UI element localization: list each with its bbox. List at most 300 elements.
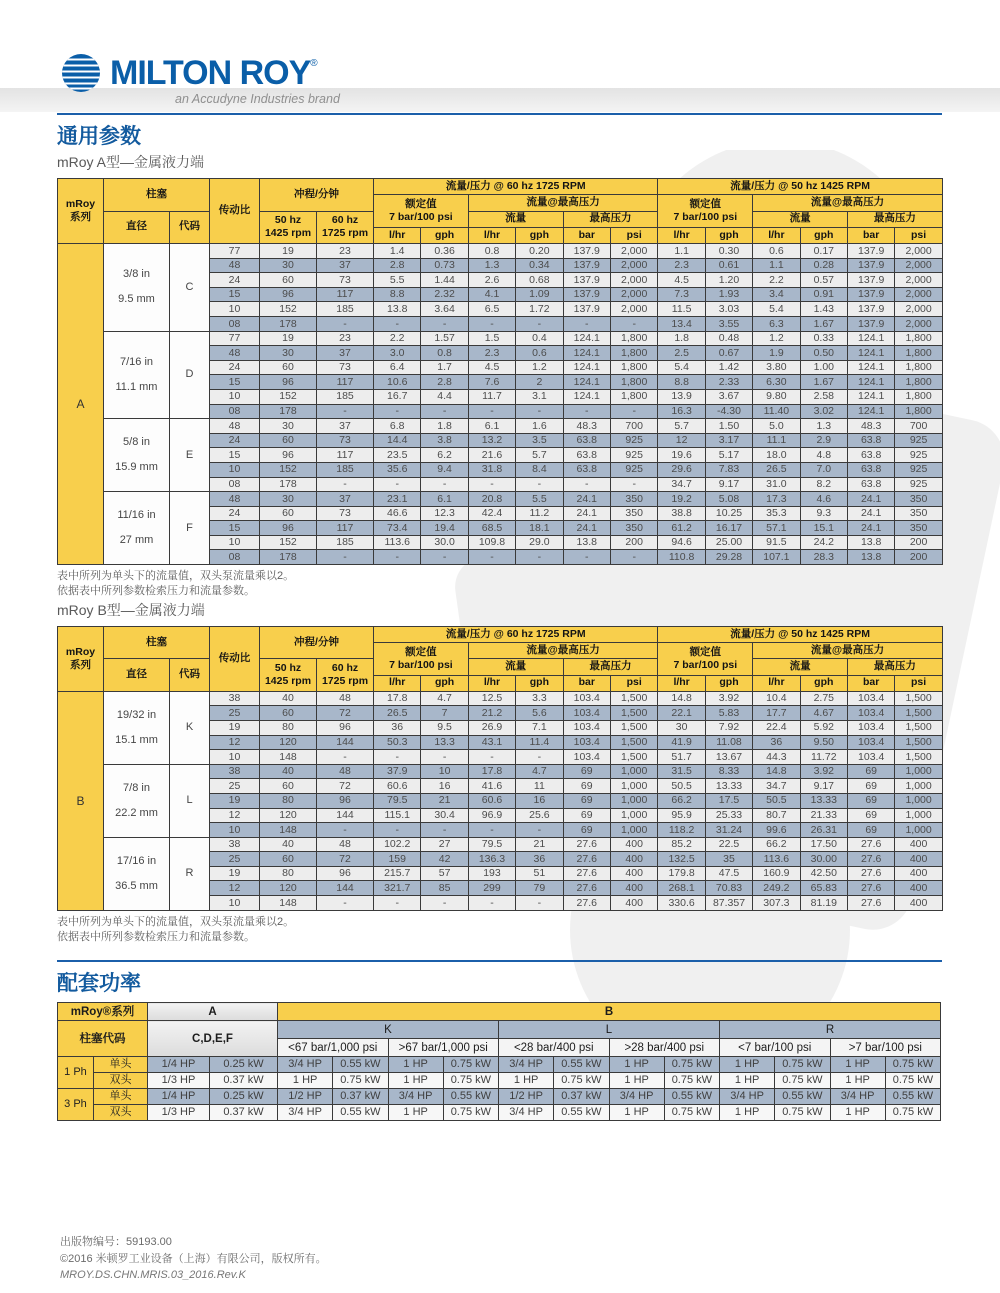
table-cell: 115.1	[374, 808, 421, 823]
plunger-code-cell: R	[170, 837, 210, 910]
table-cell: 1,000	[895, 764, 942, 779]
flow-at-max-header: 流量@最高压力	[753, 643, 943, 659]
table-cell: 11.40	[753, 404, 800, 419]
table-cell: 79.5	[374, 793, 421, 808]
table-cell: 0.75 kW	[885, 1073, 940, 1089]
table-cell: 113.6	[374, 535, 421, 550]
table-cell: 110.8	[658, 550, 705, 565]
table-cell: 69	[563, 779, 610, 794]
table-cell: 299	[468, 881, 515, 896]
flow-table-head	[58, 179, 943, 244]
table-cell: 1,000	[895, 823, 942, 838]
head-type-cell: 双头	[94, 1073, 148, 1089]
table-cell: 0.75 kW	[775, 1057, 830, 1073]
table-cell: 27.6	[563, 896, 610, 911]
table-cell: 1.9	[753, 346, 800, 361]
table-cell: 148	[260, 896, 317, 911]
table-cell: 96	[317, 866, 374, 881]
table-cell: 35.6	[374, 462, 421, 477]
table-cell: 1,800	[895, 375, 942, 390]
condition: <67 bar/1,000 psi	[278, 1039, 389, 1057]
table-cell: 3/4 HP	[278, 1105, 333, 1121]
diameter-in: 11/16 in	[117, 509, 156, 522]
table-cell: 103.4	[847, 720, 894, 735]
table-cell: 69	[563, 823, 610, 838]
flow50-header: 流量/压力 @ 50 hz 1425 RPM	[658, 626, 942, 642]
table-cell: 0.55 kW	[443, 1089, 498, 1105]
table-cell: 0.55 kW	[664, 1089, 719, 1105]
table-cell: 63.8	[563, 433, 610, 448]
flow60-header: 流量/压力 @ 60 hz 1725 RPM	[374, 179, 658, 195]
table-cell: 0.50	[800, 346, 847, 361]
table-cell: 24.1	[563, 521, 610, 536]
table-cell: 193	[468, 866, 515, 881]
table-cell: 25	[210, 779, 260, 794]
table-cell: 36	[374, 720, 421, 735]
diameter-mm: 11.1 mm	[115, 380, 158, 393]
table-cell: 60	[260, 360, 317, 375]
table-cell: 13.9	[658, 389, 705, 404]
flow-at-max-header: 流量@最高压力	[753, 195, 943, 211]
unit-header: gph	[421, 675, 468, 691]
table-cell: 1.43	[800, 302, 847, 317]
table-cell: 12	[658, 433, 705, 448]
rated-line: 额定值	[689, 197, 722, 210]
table-cell: 3/4 HP	[830, 1089, 885, 1105]
table-cell: 3/4 HP	[720, 1089, 775, 1105]
table-cell: -	[421, 896, 468, 911]
table-cell: 5.6	[516, 706, 563, 721]
table-cell: 2.8	[374, 258, 421, 273]
table-cell: 19	[210, 720, 260, 735]
table-cell: -	[374, 750, 421, 765]
hz-line: 1425 rpm	[264, 227, 312, 240]
table-cell: 1.8	[658, 331, 705, 346]
table-cell: 120	[260, 808, 317, 823]
table-cell: 2.8	[421, 375, 468, 390]
diameter-mm: 22.2 mm	[115, 806, 158, 819]
table-cell: 6.3	[753, 316, 800, 331]
table-cell: 124.1	[847, 331, 894, 346]
table-cell: 30.0	[421, 535, 468, 550]
table-cell: 0.4	[516, 331, 563, 346]
table-cell: 1.67	[800, 316, 847, 331]
table-cell: 6.30	[753, 375, 800, 390]
table-cell: 51	[516, 866, 563, 881]
table-cell: 5.7	[658, 419, 705, 434]
table-cell: 36	[516, 852, 563, 867]
table-cell: 3.8	[421, 433, 468, 448]
table-cell: 27.6	[847, 896, 894, 911]
table-cell: 31.8	[468, 462, 515, 477]
table-cell: 25	[210, 852, 260, 867]
table-cell: 60.6	[468, 793, 515, 808]
table-cell: 1 HP	[499, 1073, 554, 1089]
unit-header: l/hr	[374, 227, 421, 243]
rated-header	[658, 643, 753, 676]
table-cell: 22.4	[753, 720, 800, 735]
table-cell: 0.30	[705, 244, 752, 259]
table-cell: 137.9	[847, 287, 894, 302]
table-cell: 5.5	[516, 492, 563, 507]
table-cell: 26.9	[468, 720, 515, 735]
table-cell: 37	[317, 258, 374, 273]
table-cell: 13.33	[800, 793, 847, 808]
table-cell: 3/4 HP	[609, 1089, 664, 1105]
table-cell: -	[374, 477, 421, 492]
table-row	[58, 764, 943, 779]
table-cell: 9.17	[800, 779, 847, 794]
table-cell: 400	[895, 866, 942, 881]
table-cell: 69	[847, 823, 894, 838]
table-cell: 27.6	[563, 866, 610, 881]
table-row	[58, 244, 943, 259]
table-cell: 124.1	[563, 360, 610, 375]
diameter-mm: 15.9 mm	[115, 461, 158, 474]
table-cell: 15	[210, 448, 260, 463]
table-cell: 4.7	[421, 691, 468, 706]
table-cell: 85	[421, 881, 468, 896]
table-cell: 14.8	[658, 691, 705, 706]
table-cell: 1.93	[705, 287, 752, 302]
table-cell: 7.1	[516, 720, 563, 735]
table-cell: 1,800	[610, 375, 657, 390]
table-cell: 1.50	[705, 419, 752, 434]
flow-header: 流量	[753, 659, 848, 675]
table-cell: 48.3	[847, 419, 894, 434]
table-a-notes	[57, 569, 942, 599]
table-cell: 159	[374, 852, 421, 867]
table-cell: 350	[895, 492, 942, 507]
table-cell: 40	[260, 837, 317, 852]
table-cell: 268.1	[658, 881, 705, 896]
table-cell: 17.3	[753, 492, 800, 507]
table-cell: 19	[210, 866, 260, 881]
table-cell: 3.3	[516, 691, 563, 706]
table-cell: 2.58	[800, 389, 847, 404]
table-cell: 1,800	[895, 331, 942, 346]
phase-cell: 3 Ph	[58, 1089, 94, 1121]
table-cell: 24	[210, 506, 260, 521]
mroy-a-spec-table	[57, 178, 943, 565]
table-cell: 14.4	[374, 433, 421, 448]
table-cell: 5.08	[705, 492, 752, 507]
table-cell: 25.00	[705, 535, 752, 550]
table-cell: 132.5	[658, 852, 705, 867]
table-cell: 152	[260, 302, 317, 317]
table-cell: 16	[421, 779, 468, 794]
table-cell: 11.08	[705, 735, 752, 750]
table-cell: -	[610, 550, 657, 565]
table-cell: 36	[753, 735, 800, 750]
table-cell: 24	[210, 360, 260, 375]
table-cell: -	[317, 404, 374, 419]
table-cell: 13.33	[705, 779, 752, 794]
table-cell: 9.80	[753, 389, 800, 404]
table-cell: 1,000	[610, 823, 657, 838]
table-cell: 2,000	[895, 258, 942, 273]
ratio-header: 传动比	[210, 179, 260, 244]
table-cell: 57.1	[753, 521, 800, 536]
table-cell: -	[421, 404, 468, 419]
table-cell: 1.8	[421, 419, 468, 434]
table-cell: -	[421, 316, 468, 331]
table-cell: 4.7	[516, 764, 563, 779]
table-cell: 13.2	[468, 433, 515, 448]
table-cell: 11.72	[800, 750, 847, 765]
table-cell: 51.7	[658, 750, 705, 765]
table-cell: 2,000	[610, 287, 657, 302]
table-cell: 120	[260, 881, 317, 896]
table-cell: 925	[895, 462, 942, 477]
table-cell: 13.67	[705, 750, 752, 765]
table-cell: 50.5	[753, 793, 800, 808]
table-cell: 5.17	[705, 448, 752, 463]
table-cell: 1.2	[516, 360, 563, 375]
unit-header: gph	[705, 675, 752, 691]
table-cell: 178	[260, 316, 317, 331]
table-cell: 8.8	[374, 287, 421, 302]
table-cell: 0.55 kW	[885, 1089, 940, 1105]
hz-line: 1725 rpm	[321, 675, 369, 687]
series-header	[58, 179, 104, 244]
table-cell: 148	[260, 823, 317, 838]
power-col-a: A	[148, 1003, 278, 1021]
diameter-in: 5/8 in	[123, 436, 150, 449]
head-type-cell: 单头	[94, 1057, 148, 1073]
table-cell: 63.8	[563, 448, 610, 463]
table-cell: 215.7	[374, 866, 421, 881]
band-l: L	[499, 1021, 720, 1039]
table-cell: 3/4 HP	[499, 1105, 554, 1121]
table-cell: 4.1	[468, 287, 515, 302]
table-cell: 91.5	[753, 535, 800, 550]
table-cell: 0.25 kW	[210, 1089, 278, 1105]
series-header-line: mRoy	[65, 645, 96, 658]
table-cell: -	[468, 550, 515, 565]
table-cell: 1,500	[610, 735, 657, 750]
table-cell: -	[317, 896, 374, 911]
unit-header: l/hr	[753, 227, 800, 243]
table-cell: 21	[516, 837, 563, 852]
plunger-code-cell: E	[170, 419, 210, 492]
table-cell: 113.6	[753, 852, 800, 867]
table-cell: 24.1	[847, 492, 894, 507]
hz-line: 60 hz	[331, 214, 359, 227]
table-cell: 5.0	[753, 419, 800, 434]
series-header	[58, 626, 104, 691]
unit-header: bar	[563, 227, 610, 243]
diameter-cell	[104, 691, 170, 764]
table-cell: 22.1	[658, 706, 705, 721]
table-cell: 41.9	[658, 735, 705, 750]
table-cell: 69	[563, 764, 610, 779]
table-cell: 1,500	[610, 706, 657, 721]
table-cell: 60	[260, 852, 317, 867]
diameter-mm: 36.5 mm	[115, 879, 158, 892]
table-cell: 0.75 kW	[664, 1057, 719, 1073]
phase-cell: 1 Ph	[58, 1057, 94, 1089]
table-cell: 96	[260, 375, 317, 390]
table-cell: 0.55 kW	[333, 1105, 388, 1121]
table-cell: 66.2	[753, 837, 800, 852]
table-cell: 73	[317, 360, 374, 375]
table-cell: 160.9	[753, 866, 800, 881]
hz60-header	[317, 659, 374, 692]
rated-line: 7 bar/100 psi	[389, 658, 453, 671]
table-cell: 69	[847, 793, 894, 808]
power-section	[57, 960, 942, 1121]
table-cell: 48.3	[563, 419, 610, 434]
table-cell: 1.4	[374, 244, 421, 259]
table-cell: 77	[210, 244, 260, 259]
document-code: MROY.DS.CHN.MRIS.03_2016.Rev.K	[60, 1269, 246, 1281]
hz-line: 50 hz	[274, 214, 302, 227]
table-cell: 19	[260, 331, 317, 346]
unit-header: gph	[421, 227, 468, 243]
table-cell: 0.6	[516, 346, 563, 361]
unit-header: psi	[610, 675, 657, 691]
table-cell: 61.2	[658, 521, 705, 536]
table-cell: 1.7	[421, 360, 468, 375]
table-cell: 38	[210, 837, 260, 852]
table-cell: 11	[516, 779, 563, 794]
table-cell: 38	[210, 764, 260, 779]
table-cell: 1.09	[516, 287, 563, 302]
diameter-in: 17/16 in	[116, 854, 157, 867]
table-cell: 1 HP	[609, 1057, 664, 1073]
table-cell: 17.8	[468, 764, 515, 779]
table-cell: 44.3	[753, 750, 800, 765]
table-cell: 1,800	[895, 346, 942, 361]
table-cell: 2,000	[895, 287, 942, 302]
table-cell: -	[468, 404, 515, 419]
table-cell: 1.67	[800, 375, 847, 390]
unit-header: bar	[847, 227, 894, 243]
section-title-power: 配套功率	[57, 972, 141, 996]
table-cell: 350	[610, 492, 657, 507]
hz-line: 1725 rpm	[321, 227, 369, 240]
table-cell: 3.0	[374, 346, 421, 361]
unit-header: psi	[895, 675, 942, 691]
table-cell: 3.92	[705, 691, 752, 706]
table-cell: 1,000	[610, 764, 657, 779]
table-cell: 185	[317, 302, 374, 317]
table-cell: 1,800	[610, 346, 657, 361]
table-cell: 15.1	[800, 521, 847, 536]
section-rule	[57, 113, 942, 115]
table-cell: 16	[516, 793, 563, 808]
power-matching-table	[57, 1002, 941, 1121]
table-cell: 6.8	[374, 419, 421, 434]
table-cell: 0.48	[705, 331, 752, 346]
table-cell: 4.4	[421, 389, 468, 404]
unit-header: gph	[800, 227, 847, 243]
power-table-head	[58, 1003, 941, 1057]
table-cell: -	[516, 404, 563, 419]
table-cell: -	[468, 823, 515, 838]
table-cell: 21.33	[800, 808, 847, 823]
table-cell: 22.5	[705, 837, 752, 852]
table-cell: 0.67	[705, 346, 752, 361]
table-cell: 87.357	[705, 896, 752, 911]
table-cell: 10	[210, 750, 260, 765]
table-cell: 37.9	[374, 764, 421, 779]
table-cell: 1 HP	[720, 1057, 775, 1073]
table-cell: -	[468, 750, 515, 765]
codes-a: C,D,E,F	[148, 1021, 278, 1057]
table-cell: 27	[421, 837, 468, 852]
table-cell: 0.75 kW	[885, 1057, 940, 1073]
table-cell: 7	[421, 706, 468, 721]
table-row	[58, 1105, 941, 1121]
table-cell: 0.75 kW	[333, 1073, 388, 1089]
table-cell: -	[516, 550, 563, 565]
table-cell: 102.2	[374, 837, 421, 852]
table-cell: 137.9	[563, 244, 610, 259]
table-cell: 152	[260, 535, 317, 550]
table-cell: 60	[260, 273, 317, 288]
flow60-header: 流量/压力 @ 60 hz 1725 RPM	[374, 626, 658, 642]
table-cell: 124.1	[847, 360, 894, 375]
table-cell: 3/4 HP	[278, 1057, 333, 1073]
hz-line: 50 hz	[274, 661, 302, 674]
table-cell: 3.5	[516, 433, 563, 448]
table-cell: 0.55 kW	[554, 1057, 609, 1073]
max-pressure-header: 最高压力	[847, 211, 942, 227]
table-cell: 79.5	[468, 837, 515, 852]
table-cell: -	[374, 550, 421, 565]
table-cell: 2.33	[705, 375, 752, 390]
table-cell: 117	[317, 287, 374, 302]
unit-header: l/hr	[658, 227, 705, 243]
table-cell: 70.83	[705, 881, 752, 896]
table-cell: 321.7	[374, 881, 421, 896]
table-cell: 31.5	[658, 764, 705, 779]
table-cell: 11.4	[516, 735, 563, 750]
table-cell: 1,800	[895, 404, 942, 419]
head-type-cell: 单头	[94, 1089, 148, 1105]
table-cell: 19.4	[421, 521, 468, 536]
table-cell: 0.37 kW	[210, 1073, 278, 1089]
table-cell: 925	[610, 448, 657, 463]
table-cell: 41.6	[468, 779, 515, 794]
table-cell: -	[516, 477, 563, 492]
table-cell: 13.4	[658, 316, 705, 331]
table-cell: 2,000	[610, 273, 657, 288]
table-cell: 400	[610, 896, 657, 911]
globe-icon	[60, 52, 102, 94]
table-cell: 24	[210, 433, 260, 448]
table-cell: 26.5	[374, 706, 421, 721]
table-cell: 1,500	[895, 706, 942, 721]
table-cell: 3/4 HP	[388, 1089, 443, 1105]
table-cell: 25.33	[705, 808, 752, 823]
table-cell: 10	[421, 764, 468, 779]
table-cell: 109.8	[468, 535, 515, 550]
table-cell: 2,000	[610, 244, 657, 259]
table-cell: 1,000	[610, 793, 657, 808]
table-cell: 48	[210, 419, 260, 434]
table-cell: 103.4	[847, 735, 894, 750]
rated-line: 额定值	[689, 645, 722, 658]
table-cell: 0.17	[800, 244, 847, 259]
section-title-general: 通用参数	[57, 125, 141, 148]
table-cell: 350	[610, 521, 657, 536]
table-cell: 8.4	[516, 462, 563, 477]
table-cell: 1.1	[753, 258, 800, 273]
table-cell: 0.25 kW	[210, 1057, 278, 1073]
